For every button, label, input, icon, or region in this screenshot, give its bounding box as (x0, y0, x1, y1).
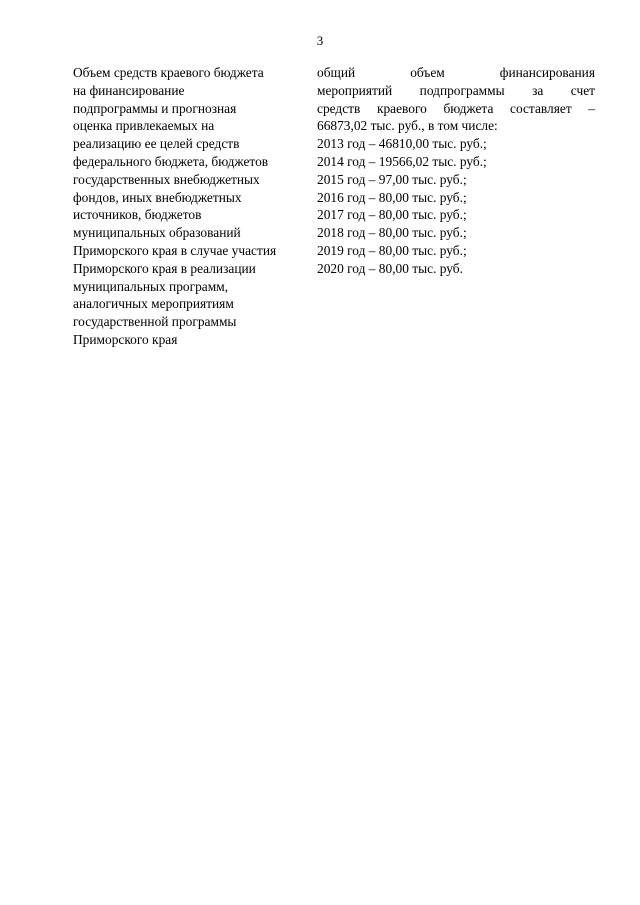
passport-row-label (73, 64, 308, 349)
label-line: источников, бюджетов (73, 207, 202, 223)
label-line: государственных внебюджетных (73, 171, 260, 187)
label-line: государственной программы (73, 314, 237, 330)
label-line: федерального бюджета, бюджетов (73, 153, 269, 169)
label-line: муниципальных образований (73, 225, 241, 241)
label-line: на финансирование (73, 82, 185, 98)
label-line: Приморского края в реализации (73, 260, 256, 276)
intro-line: средств краевого бюджета составляет – (317, 100, 595, 116)
page-number: 3 (316, 33, 324, 48)
year-amount-line: 2015 год – 97,00 тыс. руб.; (317, 171, 467, 187)
intro-line: общий объем финансирования (317, 65, 595, 80)
label-line: оценка привлекаемых на (73, 118, 215, 134)
label-line: аналогичных мероприятиям (73, 296, 234, 312)
label-line: муниципальных программ, (73, 278, 229, 294)
label-line: фондов, иных внебюджетных (73, 189, 242, 205)
label-line: реализацию ее целей средств (73, 136, 240, 152)
intro-line: мероприятий подпрограммы за счет (317, 82, 595, 98)
total-amount-line: 66873,02 тыс. руб., в том числе: (317, 118, 498, 134)
year-amount-line: 2019 год – 80,00 тыс. руб.; (317, 242, 467, 258)
passport-row-value (317, 64, 595, 278)
label-line: Приморского края в случае участия (73, 242, 277, 258)
year-amount-line: 2016 год – 80,00 тыс. руб.; (317, 189, 467, 205)
year-amount-line: 2020 год – 80,00 тыс. руб. (317, 260, 463, 276)
label-line: Объем средств краевого бюджета (73, 65, 264, 80)
year-amount-line: 2013 год – 46810,00 тыс. руб.; (317, 136, 487, 152)
year-amount-line: 2018 год – 80,00 тыс. руб.; (317, 225, 467, 241)
year-amount-line: 2017 год – 80,00 тыс. руб.; (317, 207, 467, 223)
label-line: Приморского края (73, 331, 178, 347)
label-line: подпрограммы и прогнозная (73, 100, 237, 116)
year-amount-line: 2014 год – 19566,02 тыс. руб.; (317, 153, 487, 169)
